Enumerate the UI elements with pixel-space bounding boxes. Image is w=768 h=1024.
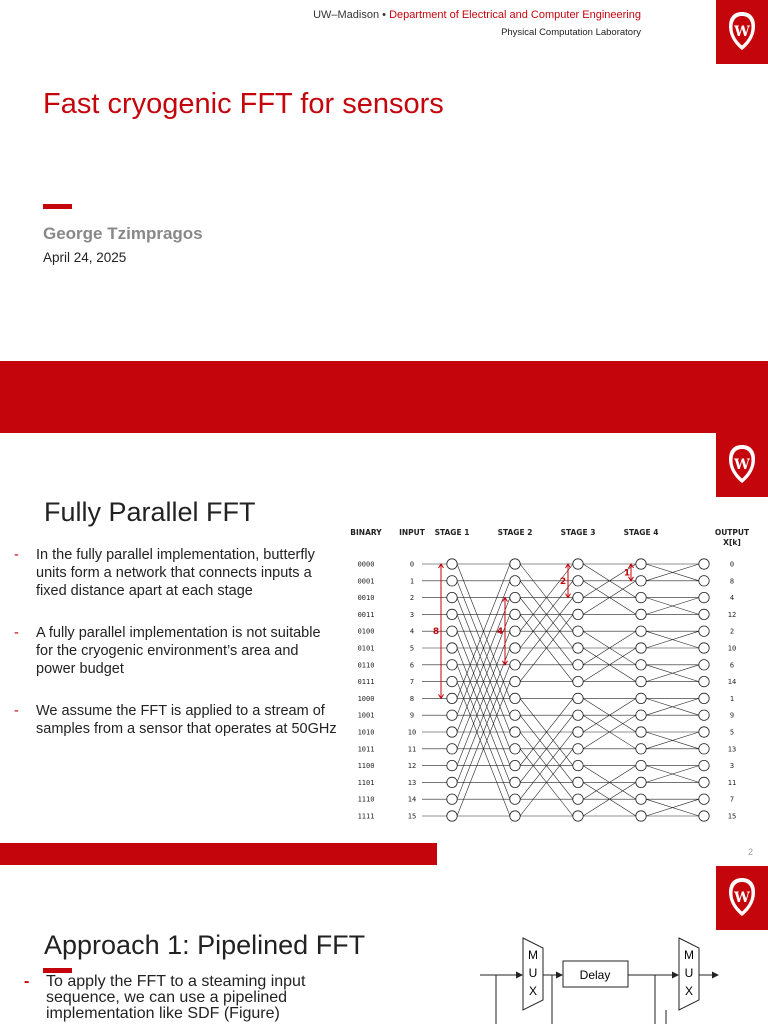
presentation-date: April 24, 2025 xyxy=(43,250,127,265)
mux-letter: M xyxy=(528,948,538,962)
butterfly-node xyxy=(573,643,583,653)
uw-crest-logo xyxy=(716,433,768,497)
header-output: OUTPUT xyxy=(714,528,750,537)
butterfly-node xyxy=(447,760,457,770)
binary-label: 1101 xyxy=(357,778,375,787)
slide-title: Fully Parallel FFT xyxy=(44,497,256,527)
input-label: 8 xyxy=(409,694,415,703)
distance-label: 8 xyxy=(432,627,440,638)
butterfly-node xyxy=(573,660,583,670)
butterfly-node xyxy=(573,727,583,737)
output-label: 9 xyxy=(729,711,735,720)
input-label: 3 xyxy=(409,610,415,619)
butterfly-node xyxy=(636,693,646,703)
svg-text:W: W xyxy=(734,457,750,473)
butterfly-node xyxy=(573,626,583,636)
binary-label: 0010 xyxy=(357,594,375,603)
butterfly-node xyxy=(447,676,457,686)
butterfly-node xyxy=(573,794,583,804)
butterfly-node xyxy=(699,794,709,804)
butterfly-node xyxy=(636,676,646,686)
butterfly-node xyxy=(510,760,520,770)
butterfly-node xyxy=(510,811,520,821)
svg-text:W: W xyxy=(734,24,750,40)
butterfly-node xyxy=(636,794,646,804)
institution-name: UW–Madison xyxy=(313,9,380,21)
butterfly-node xyxy=(636,811,646,821)
butterfly-node xyxy=(510,626,520,636)
input-label: 0 xyxy=(409,560,415,569)
slide-divider-band xyxy=(0,361,768,433)
butterfly-node xyxy=(447,576,457,586)
butterfly-node xyxy=(510,559,520,569)
butterfly-node xyxy=(447,794,457,804)
bullet-item xyxy=(14,546,340,600)
input-label: 6 xyxy=(409,661,415,670)
output-label: 13 xyxy=(727,745,737,754)
binary-label: 1110 xyxy=(357,795,375,804)
butterfly-node xyxy=(636,559,646,569)
uw-crest-logo xyxy=(716,866,768,930)
bullet-dash: - xyxy=(14,547,19,563)
butterfly-node xyxy=(636,643,646,653)
butterfly-node xyxy=(573,811,583,821)
output-label: 6 xyxy=(729,661,735,670)
butterfly-node xyxy=(447,643,457,653)
binary-label: 1010 xyxy=(357,728,375,737)
butterfly-node xyxy=(447,592,457,602)
header-input: INPUT xyxy=(399,528,425,537)
butterfly-node xyxy=(699,660,709,670)
butterfly-node xyxy=(510,777,520,787)
butterfly-node xyxy=(636,626,646,636)
binary-label: 0101 xyxy=(357,644,375,653)
butterfly-node xyxy=(447,626,457,636)
bullet-list xyxy=(14,546,340,762)
input-label: 15 xyxy=(407,812,417,821)
butterfly-node xyxy=(699,576,709,586)
output-label: 14 xyxy=(727,678,737,687)
input-label: 1 xyxy=(409,577,415,586)
butterfly-node xyxy=(510,693,520,703)
svg-text:W: W xyxy=(734,890,750,906)
output-label: 3 xyxy=(729,762,735,771)
distance-label: 1 xyxy=(623,568,631,579)
bullet-dash: - xyxy=(14,703,19,719)
output-label: 2 xyxy=(729,627,735,636)
mux-letter: U xyxy=(684,966,694,980)
butterfly-node xyxy=(573,592,583,602)
presentation-title: Fast cryogenic FFT for sensors xyxy=(43,88,444,120)
header-stage: STAGE 2 xyxy=(497,528,533,537)
butterfly-node xyxy=(447,710,457,720)
bullet-text: A fully parallel implementation is not suitable for the cryogenic environment’s area and power budget xyxy=(36,625,321,677)
slide-title: Approach 1: Pipelined FFT xyxy=(44,930,366,960)
distance-label: 2 xyxy=(559,576,567,587)
butterfly-node xyxy=(447,777,457,787)
butterfly-node xyxy=(510,794,520,804)
butterfly-node xyxy=(699,592,709,602)
header-binary: BINARY xyxy=(350,528,382,537)
butterfly-node xyxy=(636,744,646,754)
butterfly-node xyxy=(447,811,457,821)
input-label: 9 xyxy=(409,711,415,720)
bullet-text: We assume the FFT is applied to a stream of samples from a sensor that operates at 50GHz xyxy=(36,703,337,737)
butterfly-node xyxy=(510,643,520,653)
output-label: 8 xyxy=(729,577,735,586)
input-label: 13 xyxy=(407,778,417,787)
input-label: 2 xyxy=(409,594,415,603)
output-label: 10 xyxy=(727,644,737,653)
butterfly-node xyxy=(447,693,457,703)
output-label: 11 xyxy=(727,778,737,787)
butterfly-node xyxy=(636,660,646,670)
bullet-text: In the fully parallel implementation, butterfly units form a network that connects inputs a fixed distance apart at each stage xyxy=(36,547,315,599)
separator: • xyxy=(379,9,390,21)
footer-bar xyxy=(0,843,437,865)
butterfly-node xyxy=(699,710,709,720)
output-label: 1 xyxy=(729,694,735,703)
mux-letter: U xyxy=(528,966,538,980)
butterfly-node xyxy=(510,660,520,670)
binary-label: 0011 xyxy=(357,610,375,619)
author-name: George Tzimpragos xyxy=(43,224,203,243)
butterfly-node xyxy=(447,559,457,569)
delay-label: Delay xyxy=(579,968,611,982)
binary-label: 1001 xyxy=(357,711,375,720)
output-label: 4 xyxy=(729,594,735,603)
butterfly-node xyxy=(447,744,457,754)
butterfly-node xyxy=(699,626,709,636)
butterfly-node xyxy=(636,710,646,720)
input-label: 10 xyxy=(407,728,417,737)
mux-letter: X xyxy=(684,984,694,998)
binary-label: 0110 xyxy=(357,661,375,670)
input-label: 14 xyxy=(407,795,417,804)
butterfly-node xyxy=(510,676,520,686)
butterfly-node xyxy=(699,693,709,703)
output-label: 5 xyxy=(729,728,735,737)
butterfly-node xyxy=(510,727,520,737)
binary-label: 0001 xyxy=(357,577,375,586)
lab-name: Physical Computation Laboratory xyxy=(501,27,641,38)
input-label: 5 xyxy=(409,644,415,653)
mux-letter: M xyxy=(684,948,694,962)
butterfly-node xyxy=(447,609,457,619)
binary-label: 1111 xyxy=(357,812,375,821)
butterfly-node xyxy=(573,760,583,770)
butterfly-node xyxy=(636,609,646,619)
header-stage: STAGE 4 xyxy=(623,528,659,537)
binary-label: 0111 xyxy=(357,678,375,687)
mux-letter: X xyxy=(528,984,538,998)
butterfly-node xyxy=(510,609,520,619)
input-label: 11 xyxy=(407,745,417,754)
input-label: 4 xyxy=(409,627,415,636)
butterfly-node xyxy=(573,559,583,569)
header-output-sub: X[k] xyxy=(723,538,741,547)
bullet-text: To apply the FFT to a steaming input sequence, we can use a pipelined implementation like SDF (Figure) xyxy=(46,973,306,1022)
bullet-item xyxy=(24,974,364,1022)
butterfly-node xyxy=(699,609,709,619)
department-name: Department of Electrical and Computer Engineering xyxy=(389,9,641,21)
header-stage: STAGE 3 xyxy=(560,528,596,537)
output-label: 7 xyxy=(729,795,735,804)
butterfly-node xyxy=(699,676,709,686)
accent-bar xyxy=(43,204,72,209)
distance-label: 4 xyxy=(496,627,504,638)
butterfly-node xyxy=(573,710,583,720)
butterfly-node xyxy=(699,777,709,787)
butterfly-node xyxy=(699,744,709,754)
input-label: 7 xyxy=(409,678,415,687)
butterfly-node xyxy=(510,744,520,754)
butterfly-node xyxy=(636,592,646,602)
butterfly-node xyxy=(699,643,709,653)
input-label: 12 xyxy=(407,762,417,771)
butterfly-node xyxy=(573,744,583,754)
bullet-dash: - xyxy=(24,973,30,990)
butterfly-node xyxy=(573,777,583,787)
output-label: 0 xyxy=(729,560,735,569)
binary-label: 1100 xyxy=(357,762,375,771)
butterfly-node xyxy=(510,576,520,586)
binary-label: 0100 xyxy=(357,627,375,636)
butterfly-node xyxy=(573,609,583,619)
page-number: 2 xyxy=(748,847,754,857)
bullet-item xyxy=(14,624,340,678)
binary-label: 1000 xyxy=(357,694,375,703)
butterfly-node xyxy=(699,811,709,821)
butterfly-node xyxy=(636,727,646,737)
butterfly-node xyxy=(699,559,709,569)
butterfly-node xyxy=(573,676,583,686)
butterfly-node xyxy=(510,710,520,720)
butterfly-node xyxy=(699,760,709,770)
butterfly-node xyxy=(447,727,457,737)
fft-butterfly-diagram xyxy=(342,522,758,827)
bullet-dash: - xyxy=(14,625,19,641)
output-label: 12 xyxy=(727,610,737,619)
butterfly-node xyxy=(510,592,520,602)
bullet-item xyxy=(14,702,340,738)
butterfly-node xyxy=(573,576,583,586)
butterfly-node xyxy=(636,777,646,787)
butterfly-node xyxy=(699,727,709,737)
org-line xyxy=(313,9,641,21)
output-label: 15 xyxy=(727,812,737,821)
header-stage: STAGE 1 xyxy=(434,528,470,537)
binary-label: 0000 xyxy=(357,560,375,569)
butterfly-node xyxy=(636,760,646,770)
butterfly-node xyxy=(636,576,646,586)
sdf-pipeline-diagram xyxy=(480,935,720,1024)
butterfly-node xyxy=(447,660,457,670)
uw-crest-logo xyxy=(716,0,768,64)
binary-label: 1011 xyxy=(357,745,375,754)
butterfly-node xyxy=(573,693,583,703)
